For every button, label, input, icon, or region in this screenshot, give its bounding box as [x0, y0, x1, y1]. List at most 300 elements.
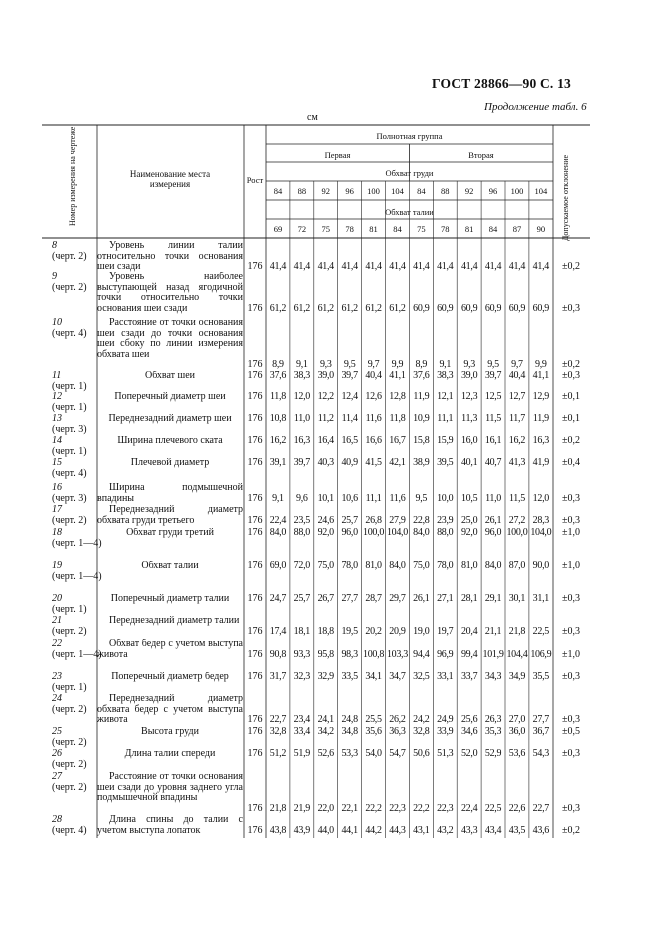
- row-number: [52, 528, 102, 549]
- drawing-reference: (черт. 2): [52, 625, 87, 637]
- measure-value: 15,8: [413, 435, 430, 446]
- tolerance-value: ±0,3: [562, 492, 580, 504]
- measure-value: 41,4: [317, 261, 334, 272]
- measure-value: 35,3: [484, 726, 502, 737]
- measure-value: 12,0: [532, 492, 549, 504]
- measure-value: 51,3: [437, 748, 454, 759]
- measure-value: 41,4: [413, 261, 430, 272]
- measure-value: 43,9: [293, 824, 310, 836]
- measure-value: 43,1: [413, 824, 430, 836]
- measure-value: 8,9: [272, 359, 284, 370]
- height-value: 176: [247, 457, 263, 468]
- measure-value: 34,7: [389, 671, 406, 682]
- measure-value: 53,6: [508, 748, 526, 759]
- measure-value: 103,3: [386, 648, 408, 660]
- measure-value: 11,5: [508, 492, 525, 504]
- waist-value-4: 81: [369, 224, 378, 234]
- measure-value: 43,4: [484, 824, 502, 836]
- measure-value: 10,9: [413, 413, 430, 424]
- measure-value: 32,3: [293, 671, 310, 682]
- measure-value: 60,9: [437, 302, 454, 314]
- measure-value: 26,7: [317, 593, 334, 604]
- measure-value: 23,9: [437, 514, 454, 526]
- measure-value: 22,6: [508, 802, 526, 814]
- measure-value: 16,7: [389, 435, 406, 446]
- measure-number: 20: [52, 593, 62, 604]
- height-value: 176: [247, 514, 263, 526]
- measure-value: 16,1: [484, 435, 502, 446]
- measure-value: 9,6: [296, 492, 308, 504]
- measure-value: 22,4: [269, 514, 287, 526]
- tolerance-value: ±0,3: [562, 802, 580, 814]
- drawing-reference: (черт. 2): [52, 250, 87, 262]
- measure-number: 17: [52, 504, 62, 515]
- drawing-reference: (черт. 2): [52, 514, 87, 526]
- measure-value: 50,6: [413, 748, 430, 759]
- measure-value: 61,2: [365, 302, 382, 314]
- measure-value: 41,4: [269, 261, 287, 272]
- measure-value: 78,0: [341, 560, 358, 571]
- measure-value: 54,3: [532, 748, 549, 759]
- measure-value: 53,3: [341, 748, 358, 759]
- height-value: 176: [247, 560, 263, 571]
- measure-name: Обхват груди третий: [126, 528, 214, 538]
- measure-value: 22,5: [484, 802, 502, 814]
- measure-value: 39,7: [341, 370, 358, 381]
- measure-value: 26,1: [413, 593, 430, 604]
- chest-value-3: 96: [345, 186, 354, 196]
- height-value: 176: [247, 435, 263, 446]
- measure-value: 32,8: [413, 726, 430, 737]
- measure-name: Длина спины до талии с учетом выступа лопаток: [97, 815, 243, 836]
- measure-name: Поперечный диаметр бедер: [111, 672, 229, 682]
- measure-value: 19,5: [341, 625, 358, 637]
- measure-value: 40,4: [508, 370, 526, 381]
- drawing-reference: (черт. 1—4): [52, 648, 102, 660]
- measure-value: 41,4: [389, 261, 406, 272]
- measure-value: 38,3: [437, 370, 454, 381]
- measure-value: 43,8: [269, 824, 287, 836]
- measure-value: 19,7: [437, 625, 454, 637]
- measure-value: 19,0: [413, 625, 430, 637]
- measure-value: 60,9: [460, 302, 478, 314]
- row-number: [52, 458, 87, 479]
- measure-value: 22,2: [413, 802, 430, 814]
- drawing-reference: (черт. 1): [52, 681, 87, 693]
- measure-value: 34,2: [317, 726, 334, 737]
- measure-value: 39,1: [269, 457, 287, 468]
- chest-value-4: 100: [367, 186, 380, 196]
- measure-value: 11,8: [269, 391, 286, 402]
- measure-number: 10: [52, 317, 62, 328]
- measure-value: 61,2: [293, 302, 310, 314]
- measure-value: 96,0: [484, 527, 502, 538]
- measure-name: Уровень наиболее выступающей назад ягодичной точки относительно точки основания шеи сзади: [97, 272, 243, 314]
- measure-name: Переднезадний диаметр шеи: [108, 414, 232, 424]
- measure-number: 16: [52, 482, 62, 493]
- height-value: 176: [247, 391, 263, 402]
- tolerance-value: ±0,2: [562, 261, 580, 272]
- row-number: [52, 749, 87, 770]
- measure-value: 9,5: [487, 359, 499, 370]
- measure-value: 41,4: [508, 261, 526, 272]
- waist-value-1: 72: [297, 224, 307, 234]
- measure-value: 17,4: [269, 625, 287, 637]
- measure-value: 34,6: [460, 726, 478, 737]
- measure-value: 26,8: [365, 514, 382, 526]
- height-value: 176: [247, 648, 263, 660]
- row-number: [52, 815, 87, 836]
- measure-name: Расстояние от точки основания шеи сзади до уровня заднего угла подмышечной впадины: [97, 772, 243, 803]
- measure-number: 22: [52, 638, 62, 649]
- measure-value: 11,1: [365, 492, 382, 504]
- measure-value: 12,0: [293, 391, 310, 402]
- height-value: 176: [247, 492, 263, 504]
- chest-value-6: 84: [417, 186, 426, 196]
- measure-value: 16,0: [460, 435, 478, 446]
- drawing-reference: (черт. 4): [52, 327, 87, 339]
- waist-value-9: 84: [488, 224, 498, 234]
- row-number: [52, 639, 102, 660]
- measure-number: 25: [52, 726, 62, 737]
- measure-value: 54,7: [389, 748, 406, 759]
- chest-value-0: 84: [273, 186, 283, 196]
- measure-value: 41,1: [389, 370, 406, 381]
- measure-value: 11,1: [437, 413, 454, 424]
- measure-value: 35,5: [532, 671, 549, 682]
- measure-value: 15,9: [437, 435, 454, 446]
- measure-number: 28: [52, 814, 62, 825]
- measure-name: Расстояние от точки основания шеи сзади до точки основания шеи сбоку по линии измерения обхвата шеи: [97, 318, 243, 360]
- col-number-header: Номер измерения на чертеже: [68, 126, 77, 226]
- measure-value: 87,0: [508, 560, 526, 571]
- measure-number: 13: [52, 413, 62, 424]
- measure-value: 104,4: [506, 648, 528, 660]
- measure-value: 22,4: [460, 802, 478, 814]
- measure-name: Длина талии спереди: [124, 749, 216, 759]
- measure-value: 12,2: [317, 391, 334, 402]
- height-value: 176: [247, 593, 263, 604]
- measure-value: 27,7: [341, 593, 358, 604]
- measure-number: 23: [52, 671, 62, 682]
- measure-value: 35,6: [365, 726, 382, 737]
- group-first-header: Первая: [324, 150, 351, 160]
- height-value: 176: [247, 714, 263, 725]
- measure-value: 25,5: [365, 714, 382, 725]
- tolerance-value: ±1,0: [562, 648, 580, 660]
- measure-value: 26,3: [484, 714, 502, 725]
- measure-value: 88,0: [437, 527, 454, 538]
- measure-value: 12,7: [508, 391, 526, 402]
- measure-name: Поперечный диаметр талии: [110, 594, 230, 604]
- measure-value: 9,5: [343, 359, 356, 370]
- tolerance-value: ±0,3: [562, 593, 580, 604]
- drawing-reference: (черт. 1): [52, 445, 87, 457]
- measure-value: 10,6: [341, 492, 358, 504]
- measure-name: Ширина подмышечной впадины: [97, 483, 243, 504]
- measure-value: 22,3: [437, 802, 454, 814]
- measure-value: 16,6: [365, 435, 382, 446]
- measure-value: 11,0: [485, 492, 501, 504]
- drawing-reference: (черт. 2): [52, 781, 87, 793]
- height-value: 176: [247, 413, 263, 424]
- measure-value: 11,7: [508, 413, 525, 424]
- measure-value: 24,9: [437, 714, 454, 725]
- measure-value: 39,7: [484, 370, 502, 381]
- measure-value: 16,5: [341, 435, 358, 446]
- row-number: [52, 505, 87, 526]
- measure-value: 43,3: [460, 824, 478, 836]
- height-value: 176: [247, 370, 263, 381]
- chest-value-11: 104: [534, 186, 548, 196]
- measure-value: 11,6: [389, 492, 406, 504]
- measure-value: 12,3: [460, 391, 478, 402]
- measure-value: 33,7: [460, 671, 478, 682]
- measure-name: Обхват бедер с учетом выступа живота: [97, 639, 243, 660]
- measure-number: 24: [52, 693, 62, 704]
- measure-value: 39,0: [317, 370, 334, 381]
- measure-value: 100,0: [506, 527, 528, 538]
- measure-value: 61,2: [389, 302, 406, 314]
- measure-name: Переднезадний диаметр обхвата груди третьего: [97, 505, 243, 526]
- measure-value: 25,7: [293, 593, 310, 604]
- measure-number: 19: [52, 560, 62, 571]
- row-number: [52, 414, 87, 435]
- measure-value: 84,0: [413, 527, 430, 538]
- waist-value-10: 87: [512, 224, 522, 234]
- measure-value: 31,1: [532, 593, 549, 604]
- measure-value: 24,6: [317, 514, 334, 526]
- measure-value: 24,7: [269, 593, 287, 604]
- measure-value: 40,3: [317, 457, 334, 468]
- drawing-reference: (черт. 2): [52, 703, 87, 715]
- measure-value: 96,0: [341, 527, 358, 538]
- waist-value-2: 75: [321, 224, 330, 234]
- tolerance-value: ±1,0: [562, 560, 580, 571]
- measure-value: 29,7: [389, 593, 406, 604]
- measure-value: 20,9: [389, 625, 406, 637]
- measure-value: 92,0: [317, 527, 334, 538]
- waist-value-5: 84: [393, 224, 402, 234]
- measure-value: 41,9: [532, 457, 549, 468]
- measure-value: 43,5: [508, 824, 526, 836]
- measure-value: 21,8: [269, 802, 287, 814]
- tolerance-value: ±0,3: [562, 370, 580, 381]
- measure-value: 81,0: [460, 560, 478, 571]
- measure-value: 60,9: [532, 302, 549, 314]
- measure-value: 100,8: [363, 648, 385, 660]
- row-number: [52, 616, 87, 637]
- drawing-reference: (черт. 2): [52, 736, 87, 748]
- height-value: 176: [247, 302, 263, 314]
- chest-value-2: 92: [321, 186, 330, 196]
- measure-value: 41,4: [365, 261, 382, 272]
- measure-value: 22,2: [365, 802, 382, 814]
- measure-value: 41,5: [365, 457, 382, 468]
- height-value: 176: [247, 748, 263, 759]
- measure-value: 69,0: [269, 560, 287, 571]
- col-height-header: Рост: [246, 175, 264, 185]
- measure-value: 12,4: [341, 391, 358, 402]
- measure-value: 37,6: [269, 370, 287, 381]
- tolerance-value: ±1,0: [562, 527, 580, 538]
- measure-value: 37,6: [413, 370, 430, 381]
- drawing-reference: (черт. 1): [52, 401, 87, 413]
- chest-value-5: 104: [391, 186, 404, 196]
- row-number: [52, 772, 87, 793]
- measure-value: 12,8: [389, 391, 406, 402]
- measure-value: 88,0: [293, 527, 310, 538]
- measure-number: 26: [52, 748, 62, 759]
- measure-value: 12,1: [437, 391, 454, 402]
- measure-value: 12,5: [484, 391, 502, 402]
- measure-value: 72,0: [293, 560, 310, 571]
- waist-value-0: 69: [273, 224, 283, 234]
- measure-value: 23,4: [293, 714, 310, 725]
- measure-value: 75,0: [413, 560, 430, 571]
- measure-value: 98,3: [341, 648, 358, 660]
- measure-name: Переднезадний диаметр обхвата бедер с учетом выступа живота: [97, 694, 243, 725]
- measure-number: 14: [52, 435, 62, 446]
- height-value: 176: [247, 625, 263, 637]
- measure-value: 41,4: [532, 261, 549, 272]
- measure-value: 9,1: [272, 492, 284, 504]
- drawing-reference: (черт. 3): [52, 423, 87, 435]
- measure-value: 28,7: [365, 593, 382, 604]
- measure-value: 27,2: [508, 514, 526, 526]
- col-name-header: Наименование места измерения: [129, 169, 211, 189]
- tolerance-value: ±0,3: [562, 514, 580, 526]
- measure-value: 34,3: [484, 671, 502, 682]
- measure-value: 43,6: [532, 824, 549, 836]
- measure-value: 11,2: [317, 413, 334, 424]
- measure-value: 41,4: [484, 261, 502, 272]
- measure-name: Поперечный диаметр шеи: [114, 392, 226, 402]
- measure-value: 32,9: [317, 671, 334, 682]
- measure-value: 22,8: [413, 514, 430, 526]
- measure-name: Обхват талии: [141, 561, 199, 571]
- measure-number: 21: [52, 615, 62, 626]
- measure-value: 40,4: [365, 370, 382, 381]
- measure-value: 9,5: [415, 492, 428, 504]
- measure-value: 60,9: [508, 302, 526, 314]
- row-number: [52, 272, 87, 293]
- measure-value: 22,7: [269, 714, 287, 725]
- row-number: [52, 241, 87, 262]
- drawing-reference: (черт. 2): [52, 758, 87, 770]
- tolerance-value: ±0,4: [562, 457, 580, 468]
- height-value: 176: [247, 802, 263, 814]
- row-number: [52, 727, 87, 748]
- row-number: [52, 436, 87, 457]
- measure-name: Переднезадний диаметр талии: [109, 616, 240, 626]
- tolerance-value: ±0,5: [562, 726, 580, 737]
- fullness-group-header: Полнотная группа: [376, 131, 443, 141]
- measure-value: 9,9: [535, 359, 547, 370]
- waist-value-7: 78: [440, 224, 450, 234]
- row-number: [52, 561, 102, 582]
- measure-value: 8,9: [415, 359, 428, 370]
- measure-value: 41,4: [341, 261, 358, 272]
- chest-value-10: 100: [510, 186, 524, 196]
- measure-value: 31,7: [269, 671, 287, 682]
- measure-value: 34,8: [341, 726, 358, 737]
- measure-value: 33,9: [437, 726, 454, 737]
- row-number: [52, 594, 87, 615]
- measure-value: 22,3: [389, 802, 406, 814]
- measure-value: 38,3: [293, 370, 310, 381]
- row-number: [52, 392, 87, 413]
- measure-value: 11,0: [293, 413, 310, 424]
- measure-value: 27,1: [437, 593, 454, 604]
- tolerance-value: ±0,3: [562, 748, 580, 759]
- measure-value: 27,0: [508, 714, 526, 725]
- measure-value: 33,1: [437, 671, 454, 682]
- measure-value: 10,1: [317, 492, 334, 504]
- measure-value: 94,4: [413, 648, 430, 660]
- measure-value: 96,9: [437, 648, 454, 660]
- measure-value: 44,3: [389, 824, 406, 836]
- measure-value: 51,9: [293, 748, 310, 759]
- measure-value: 16,2: [269, 435, 287, 446]
- drawing-reference: (черт. 4): [52, 467, 87, 479]
- measure-value: 9,1: [439, 359, 452, 370]
- measure-value: 9,7: [367, 359, 380, 370]
- measure-value: 43,2: [437, 824, 454, 836]
- measure-value: 11,4: [341, 413, 358, 424]
- measure-value: 24,2: [413, 714, 430, 725]
- tolerance-value: ±0,2: [562, 359, 580, 370]
- measure-value: 44,1: [341, 824, 358, 836]
- waist-value-8: 81: [464, 224, 474, 234]
- measure-value: 21,8: [508, 625, 526, 637]
- measure-value: 61,2: [341, 302, 358, 314]
- measure-value: 75,0: [317, 560, 334, 571]
- chest-value-7: 88: [440, 186, 450, 196]
- measure-value: 60,9: [484, 302, 502, 314]
- measure-value: 36,3: [389, 726, 406, 737]
- tolerance-value: ±0,3: [562, 625, 580, 637]
- measure-value: 51,2: [269, 748, 287, 759]
- measure-value: 11,5: [485, 413, 501, 424]
- tolerance-value: ±0,2: [562, 824, 580, 836]
- tolerance-value: ±0,2: [562, 435, 580, 446]
- measure-name: Плечевой диаметр: [130, 458, 210, 468]
- row-number: [52, 694, 87, 715]
- measure-value: 10,0: [437, 492, 454, 504]
- drawing-reference: (черт. 2): [52, 281, 87, 293]
- height-value: 176: [247, 671, 263, 682]
- measure-value: 106,9: [530, 648, 552, 660]
- measure-value: 22,7: [532, 802, 549, 814]
- drawing-reference: (черт. 3): [52, 492, 87, 504]
- waist-value-6: 75: [417, 224, 426, 234]
- table-continuation: Продолжение табл. 6: [484, 101, 587, 113]
- measure-value: 44,0: [317, 824, 334, 836]
- measure-value: 22,0: [317, 802, 334, 814]
- measure-value: 12,6: [365, 391, 382, 402]
- measure-value: 11,9: [413, 391, 430, 402]
- measure-value: 23,5: [293, 514, 310, 526]
- waist-value-3: 78: [345, 224, 354, 234]
- measure-number: 18: [52, 527, 62, 538]
- measure-number: 11: [52, 370, 62, 381]
- measure-value: 11,9: [532, 413, 549, 424]
- measure-value: 11,8: [389, 413, 406, 424]
- tolerance-value: ±0,3: [562, 714, 580, 725]
- measure-value: 81,0: [365, 560, 382, 571]
- measure-value: 32,8: [269, 726, 287, 737]
